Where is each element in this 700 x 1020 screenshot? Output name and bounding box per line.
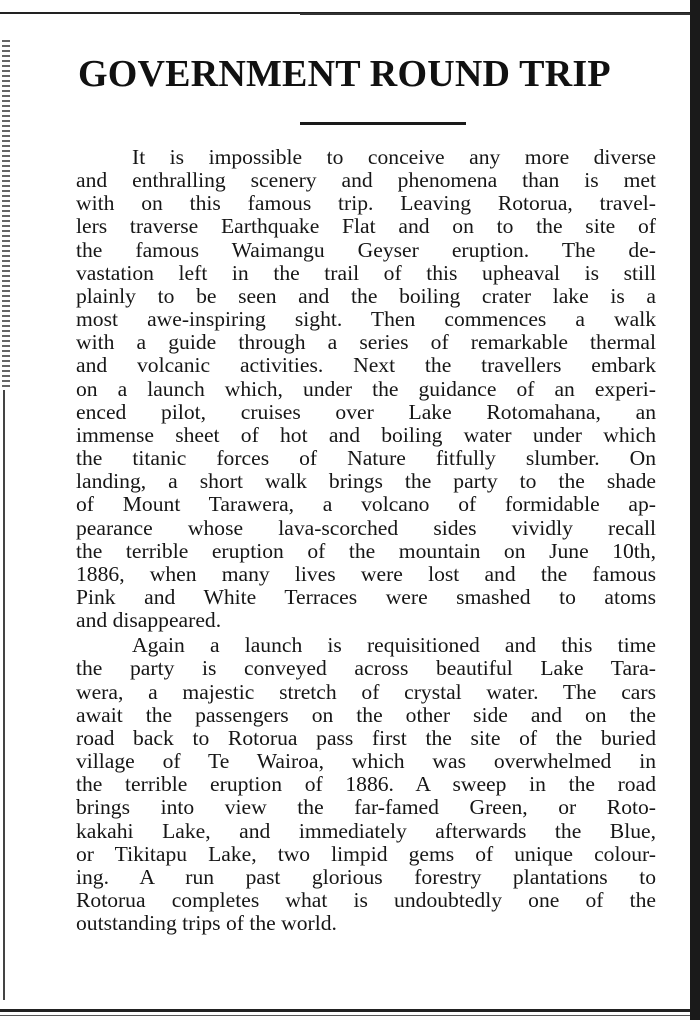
text-line: pearance whose lava-scorched sides vividly recall [76, 515, 656, 540]
headline: GOVERNMENT ROUND TRIP [78, 53, 611, 95]
text-line: It is impossible to conceive any more diverse [132, 145, 656, 169]
text-line: kakahi Lake, and immediately afterwards the Blue, [76, 818, 656, 843]
text-line: most awe-inspiring sight. Then commences a walk [76, 307, 656, 332]
text-line: with on this famous trip. Leaving Rotorua, travel- [76, 191, 656, 216]
text-line: village of Te Wairoa, which was overwhelmed in [76, 749, 656, 774]
text-line: Pink and White Terraces were smashed to atoms [76, 584, 656, 609]
paragraph-2 [76, 634, 656, 935]
text-line: the party is conveyed across beautiful Lake Tara- [76, 656, 656, 681]
text-line: outstanding trips of the world. [76, 911, 337, 936]
text-line: the terrible eruption of the mountain on June 10th, [76, 538, 656, 563]
text-line: with a guide through a series of remarkable thermal [76, 330, 656, 355]
text-line: and volcanic activities. Next the travellers embark [76, 353, 656, 378]
text-line: the titanic forces of Nature fitfully slumber. On [76, 446, 656, 471]
text-line: wera, a majestic stretch of crystal water. The cars [76, 679, 656, 704]
paragraph-1 [76, 146, 656, 632]
text-line: and disappeared. [76, 608, 222, 633]
left-margin-scan-edge [2, 40, 10, 390]
text-line: landing, a short walk brings the party to the shade [76, 469, 656, 494]
text-line: vastation left in the trail of this upheaval is still [76, 260, 656, 285]
text-line: the famous Waimangu Geyser eruption. The de- [76, 237, 656, 262]
text-line: the terrible eruption of 1886. A sweep in the road [76, 772, 656, 797]
text-line: Again a launch is requisitioned and this time [132, 633, 656, 658]
headline-divider [300, 122, 466, 125]
text-line: immense sheet of hot and boiling water under which [76, 422, 656, 447]
text-line: plainly to be seen and the boiling crater lake is a [76, 283, 656, 308]
right-border-rule [690, 0, 700, 1020]
text-line: enced pilot, cruises over Lake Rotomahana, an [76, 399, 656, 424]
text-line: Rotorua completes what is undoubtedly one of the [76, 888, 656, 912]
text-line: ing. A run past glorious forestry plantations to [76, 864, 656, 889]
text-line: on a launch which, under the guidance of an experi- [76, 376, 656, 401]
text-line: or Tikitapu Lake, two limpid gems of unique colour- [76, 841, 656, 866]
text-line: 1886, when many lives were lost and the famous [76, 561, 656, 586]
text-line: brings into view the far-famed Green, or Roto- [76, 795, 656, 820]
text-line: road back to Rotorua pass first the site of the buried [76, 725, 656, 750]
bottom-border-rule [0, 1009, 690, 1012]
left-margin-rule [3, 390, 5, 1000]
text-line: and enthralling scenery and phenomena than is met [76, 168, 656, 193]
top-border-rule [0, 0, 700, 14]
text-line: lers traverse Earthquake Flat and on to the site of [76, 214, 656, 239]
text-line: of Mount Tarawera, a volcano of formidable ap- [76, 492, 656, 517]
article-body [76, 146, 656, 935]
text-line: await the passengers on the other side and on the [76, 702, 656, 727]
